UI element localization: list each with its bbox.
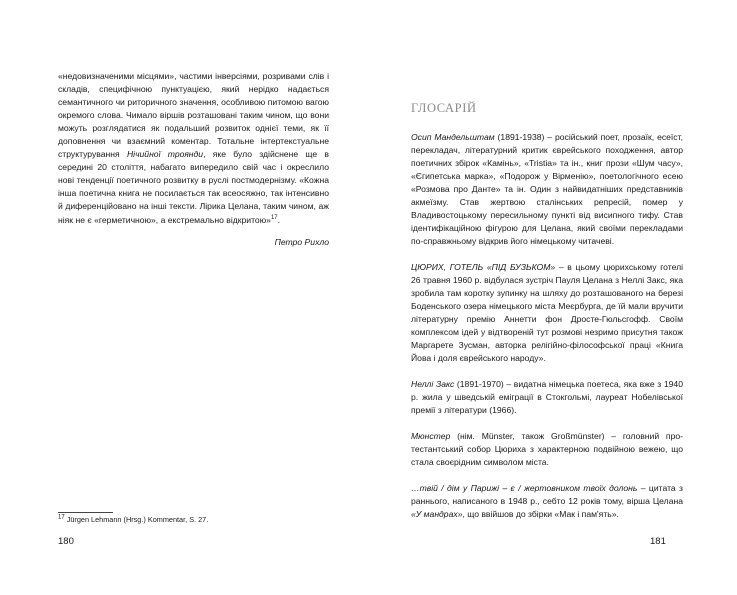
glossary-entry [411,482,683,521]
glossary-definition: – в цьому цюрихському готелі 26 травня 1960 р. відбулася зустріч Пауля Целана з Неллі Закс, яка зробила там коротку зупинку на шляху до розташованого на березі Боденського озера німецького міста Меєрбурга, де їй мали вручити літературну премію Аннетти фон Дросте-Гюльсгофф. Своїм комплексом ідей у відтвореній тут розмові незримо присутня також Маргарете Зусман, авторка релігійно-філософської праці «Книга Йова і доля єврейського народу». [411,262,683,364]
footnote-number: 17 [58,514,65,521]
glossary-term: ЦЮРИХ, ГОТЕЛЬ «ПІД БУЗЬКОМ» [411,262,556,272]
intro-paragraph [58,70,329,227]
intro-end: . [277,214,281,225]
glossary-poem-title: «У мандрах» [411,509,463,520]
page-number-right: 181 [650,536,666,547]
glossary-term: Мюнстер [411,431,451,441]
glossary-definition: (1891-1938) – російський поет, прозаїк, есеїст, перекладач, літературний критик єврейського походження, автор поетичних збірок «Камінь», «Tristia» та ін., книг прози «Шум часу», «Єгипетська марка», «Подорож у Вірменію», поетологічного есею «Розмова про Данте» та ін. Один з найвидатніших представників акмеїзму. Став жертвою сталінських репресій, помер у Владивостоцькому пересильному пункті від висипного тифу. Став ідентифікаційною фігурою для Целана, який своїми перекладами по-справжньому відкрив його німецькому читачеві. [411,132,683,247]
glossary-definition: – цитата з раннього, написаного в 1948 р., себто 12 років тому, вірша Целана [411,483,683,507]
footnote-marker: 17 [270,214,278,221]
intro-text-continued: , яке було здійснене ще в середині 20 століття, набагато випередило свій час і окреслило нові тенденції поетичного розвитку в руслі постмодернізму. «Кожна інша поетична книга не посилається так всеосяжно, так інтенсивно й диференційовано на інші тексти. Лірика Целана, таким чином, аж ніяк не є «герметичною», а екстремально відкритою» [58,149,329,225]
glossary-entry [411,430,683,469]
glossary-entry [411,131,683,248]
glossary-term: Осип Мандельштам [411,132,495,142]
page-number-left: 180 [58,536,74,547]
signature: Петро Рихло [274,237,329,247]
glossary-entry [411,261,683,365]
footnote [58,515,208,524]
glossary-definition-end: , що ввійшов до збірки «Мак і пам'ять». [462,509,619,520]
glossary-term: Неллі Закс [411,379,455,389]
right-page [369,0,737,595]
glossary-term: …твій / дім у Парижі – є / жертовником твоїх долонь [411,483,638,493]
footnote-text: Jürgen Lehmann (Hrsg.) Kommentar, S. 27. [64,515,209,524]
glossary-heading: ГЛОСАРІЙ [411,101,477,115]
glossary-entry [411,378,683,417]
intro-italic-title: Нічийної троянди [126,149,204,160]
left-page [0,0,368,595]
intro-text: «недовизначеними місцями», частими інверсіями, розривами слів і складів, специфічною пунктуацією, який нерідко надається семантичного чи риторичного значення, особливою питомою вагою окремого слова. Чимало віршів розташовані таким чином, що вони можуть розглядатися як подальший розвиток однієї теми, як її доповнення чи взаємний коментар. Тотальне інтертекстуальне структурування [58,71,329,160]
footnote-divider [58,512,113,513]
glossary-definition: (1891-1970) – видатна німецька поетеса, яка вже з 1940 р. жила у шведській еміграції в Стокгольмі, лауреат Нобелівської премії з літератури (1966). [411,379,683,416]
glossary-definition: (нім. Münster, також Großmünster) – головний протестантський собор Цюриха з характерною подвійною вежею, що стала своєрідним символом міста. [411,431,683,468]
